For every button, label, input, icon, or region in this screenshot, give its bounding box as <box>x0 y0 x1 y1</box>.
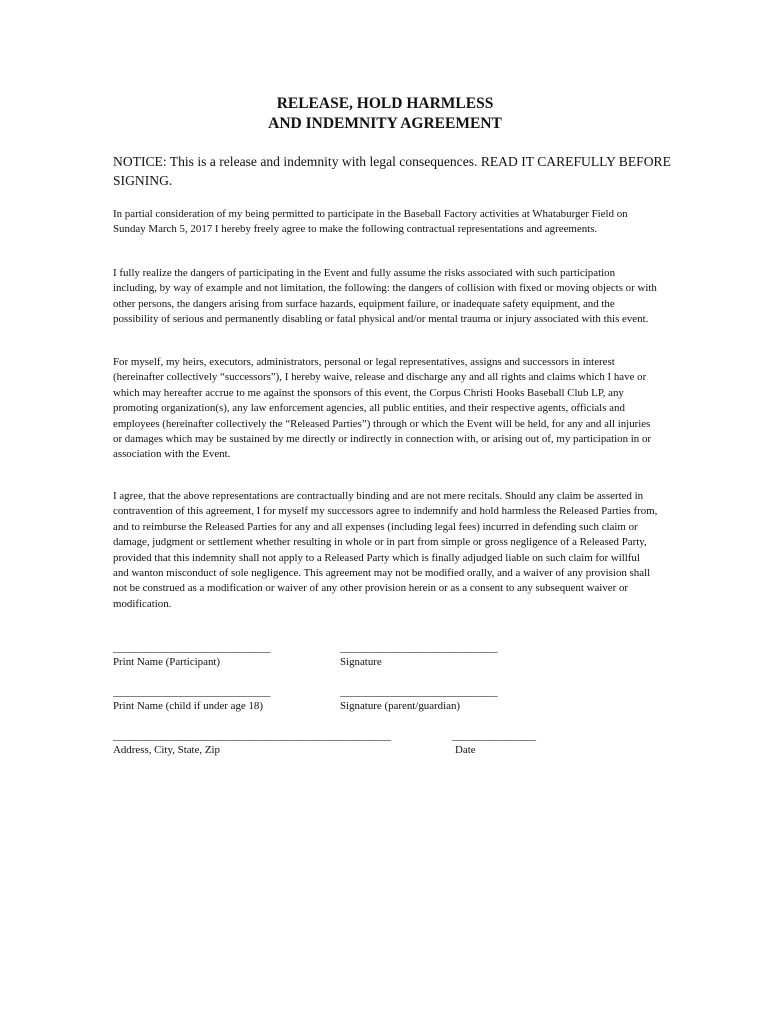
notice-text: NOTICE: This is a release and indemnity with legal consequences. READ IT CAREFULLY BEFORE SIGNING. <box>113 154 671 188</box>
address-label: Address, City, State, Zip <box>113 744 220 756</box>
print-name-child-label: Print Name (child if under age 18) <box>113 700 264 712</box>
parent-signature-line[interactable]: ______________________________ <box>340 686 498 698</box>
title-line-2: AND INDEMNITY AGREEMENT <box>268 115 502 132</box>
signature-line[interactable]: ______________________________ <box>340 642 498 654</box>
paragraph-consideration: In partial consideration of my being permitted to participate in the Baseball Factory activities at Whataburger Field on Sunday March 5, 2017 I hereby freely agree to make the following contractual representations and agreements. <box>113 208 628 236</box>
address-line[interactable]: _____________________________________________________ <box>113 730 392 742</box>
signature-parent-label: Signature (parent/guardian) <box>340 700 461 712</box>
paragraph-indemnity: I agree, that the above representations are contractually binding and are not mere recitals. Should any claim be asserted in contravention of this agreement, I for myself my successors agree to indemnify and hold harmless the Released Parties from, and to reimburse the Released Parties for any and all expenses (including legal fees) incurred in defending such claim or damage, judgment or settlement whether resulting in whole or in part from simple or gross negligence of a Released Party, provided that this indemnity shall not apply to a Released Party which is finally adjudged liable on such claim for willful and wanton misconduct of sole negligence. This agreement may not be modified orally, and a waiver of any provision shall not be construed as a modification or waiver of any other provision herein or as a consent to any subsequent waiver or modification. <box>113 490 658 610</box>
paragraph-release: For myself, my heirs, executors, administrators, personal or legal representatives, assigns and successors in interest (hereinafter collectively “successors”), I hereby waive, release and discharge any and all rights and claims which I have or which may hereafter accrue to me against the sponsors of this event, the Corpus Christi Hooks Baseball Club LP, any promoting organization(s), any law enforcement agencies, all public entities, and their respective agents, officials and employees (hereinafter collectively the “Released Parties”) through or which the Event will be held, for any and all injuries or damages which may be sustained by me directly or indirectly in connection with, or arising out of, my participation in or association with the Event. <box>113 356 652 461</box>
signature-label: Signature <box>340 656 382 668</box>
child-name-line[interactable]: ______________________________ <box>113 686 271 698</box>
title-line-1: RELEASE, HOLD HARMLESS <box>276 95 494 112</box>
document-title <box>0 94 770 134</box>
date-label: Date <box>455 744 476 756</box>
participant-name-line[interactable]: ______________________________ <box>113 642 271 654</box>
print-name-participant-label: Print Name (Participant) <box>113 656 221 668</box>
date-line[interactable]: ________________ <box>452 730 536 742</box>
paragraph-risks: I fully realize the dangers of participating in the Event and fully assume the risks associated with such participation including, by way of example and not limitation, the following: the dangers of collision with fixed or moving objects or with other persons, the dangers arising from surface hazards, equipment failure, or inadequate safety equipment, and the possibility of serious and permanently disabling or fatal physical and/or mental trauma or injury associated with this event. <box>113 267 657 326</box>
